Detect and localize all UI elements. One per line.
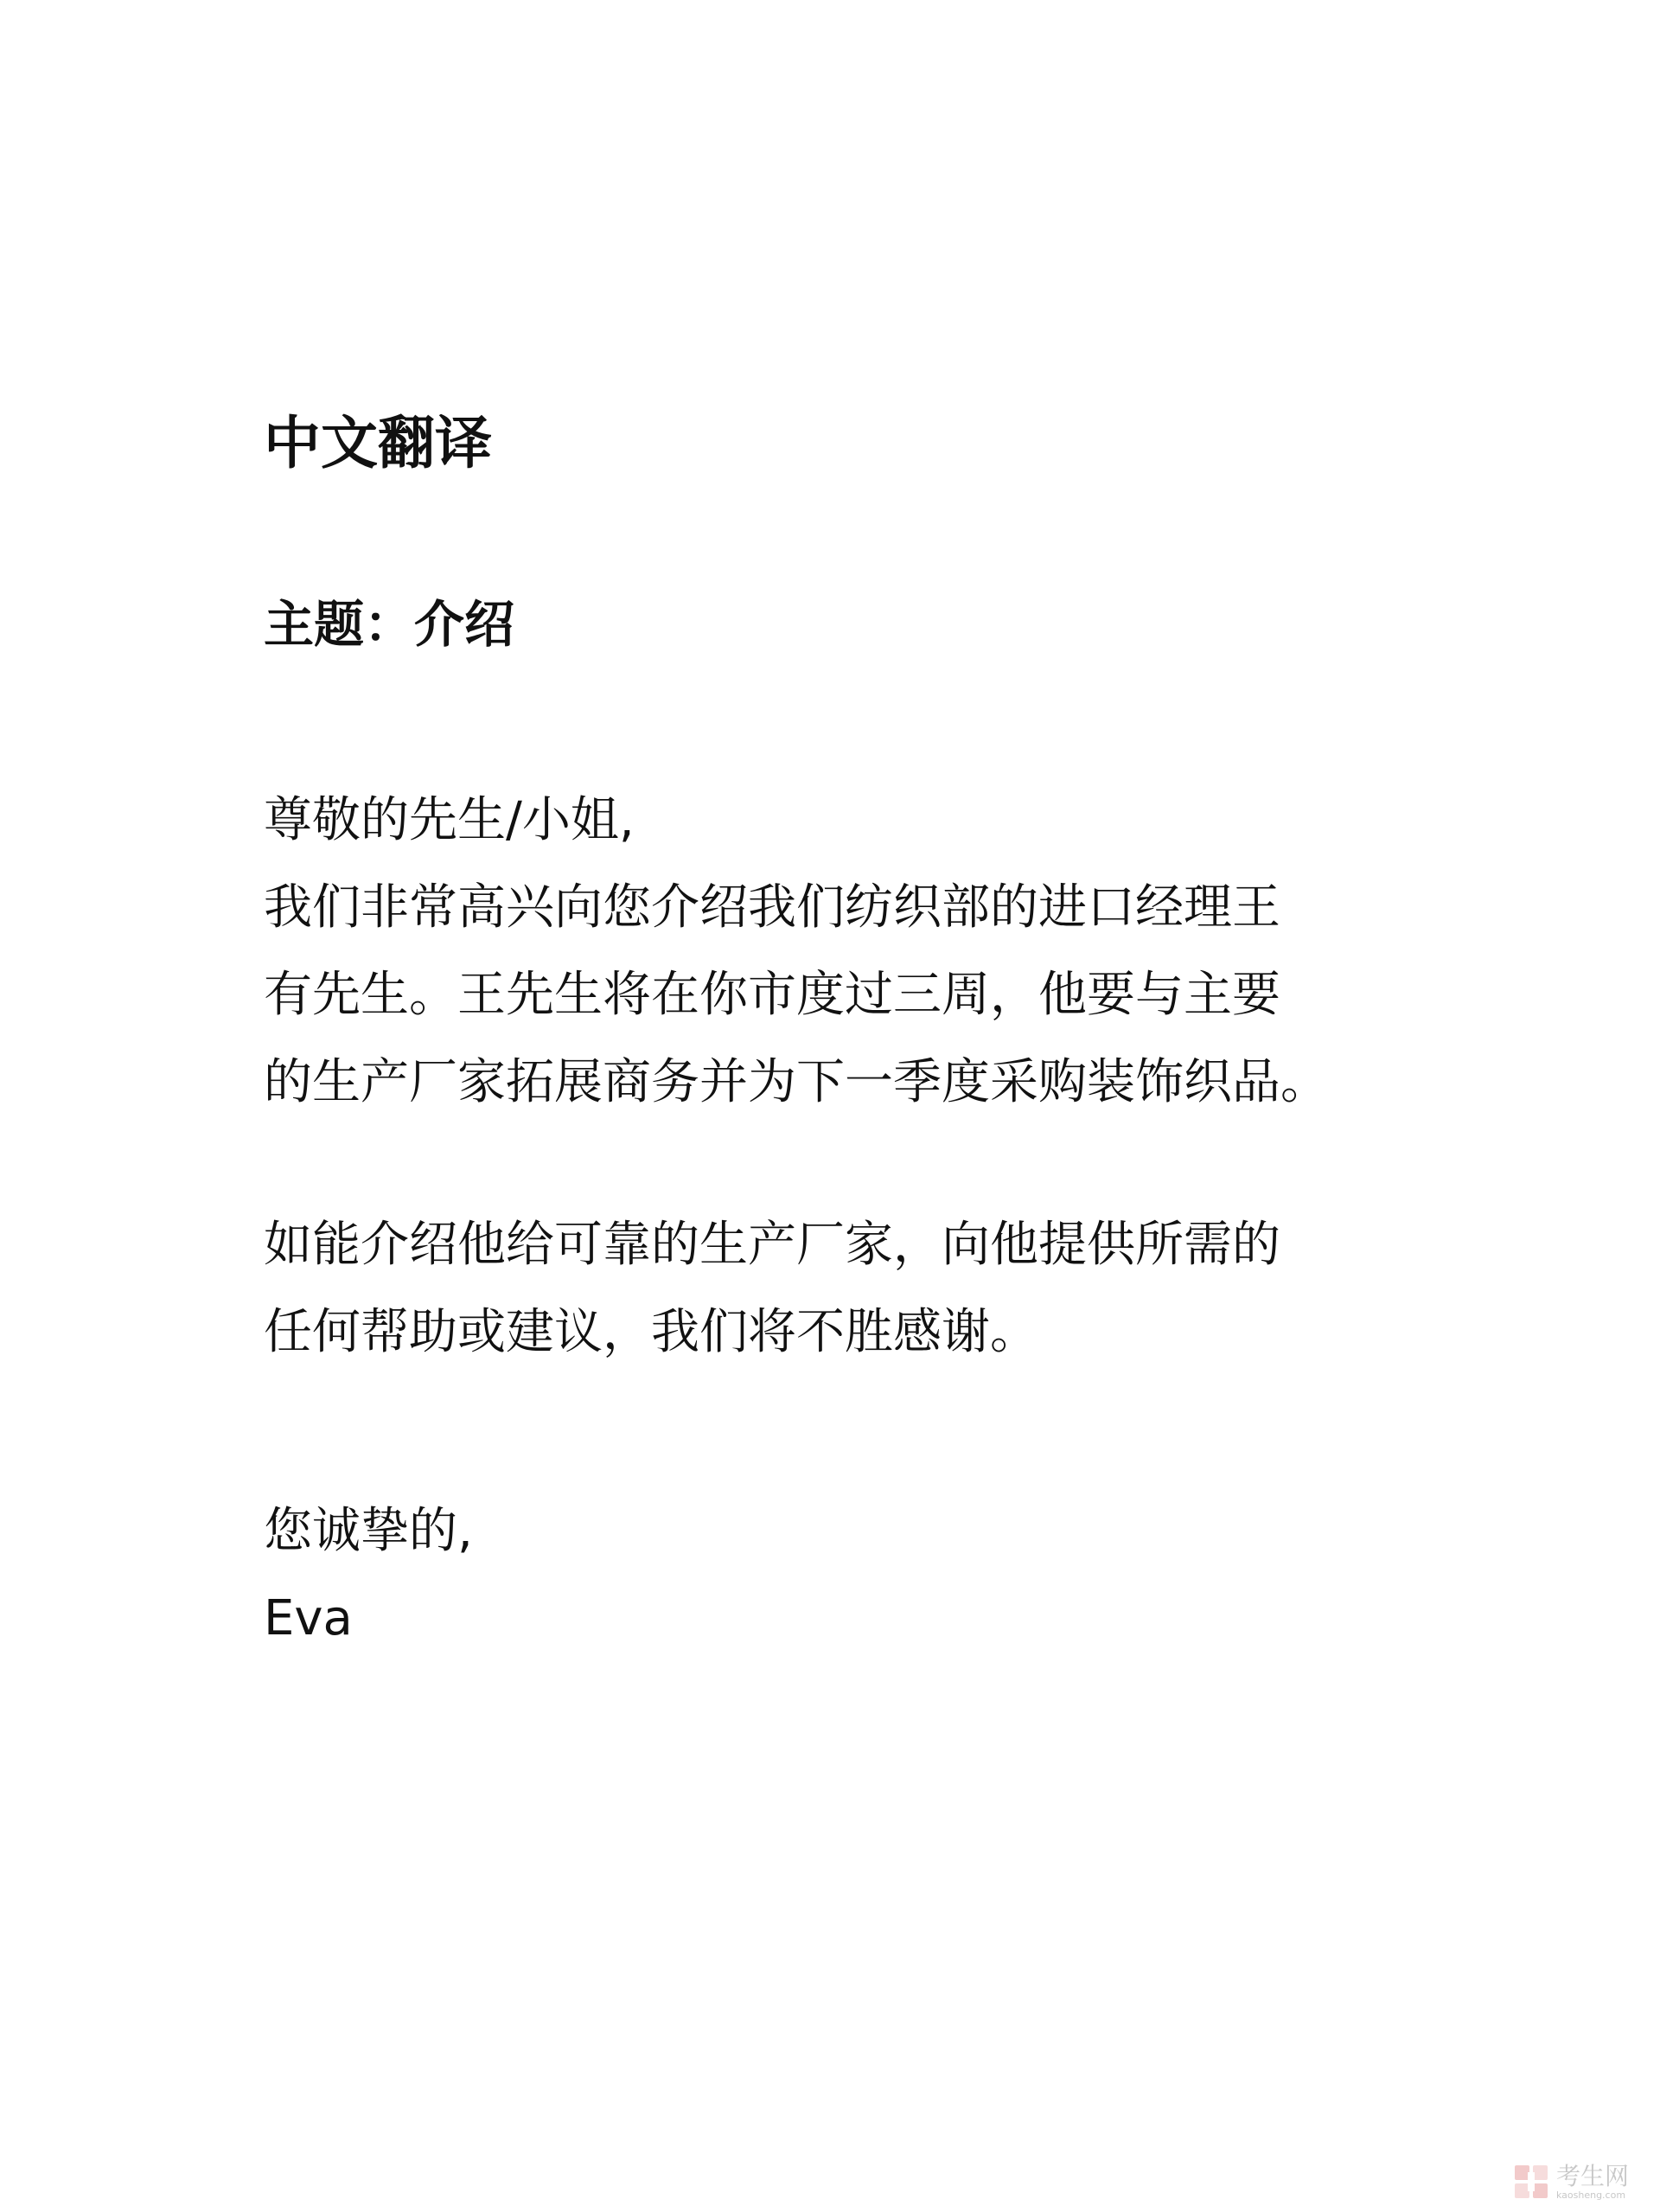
paragraph-line: 如能介绍他给可靠的生产厂家，向他提供所需的 bbox=[264, 1217, 1280, 1273]
watermark-text bbox=[1555, 2161, 1629, 2201]
watermark-name: 考生网 bbox=[1555, 2161, 1629, 2190]
letter-subject: 主题：介绍 bbox=[264, 595, 515, 654]
kaosheng-logo-icon bbox=[1513, 2164, 1549, 2200]
letter-closing-block bbox=[264, 1487, 473, 1662]
paragraph-line: 有先生。王先生将在你市度过三周，他要与主要 bbox=[264, 967, 1280, 1023]
paragraph-line: 任何帮助或建议，我们将不胜感谢。 bbox=[264, 1304, 1038, 1360]
signature: Eva bbox=[264, 1590, 353, 1646]
document-heading: 中文翻译 bbox=[264, 410, 492, 476]
paragraph-line: 的生产厂家拓展商务并为下一季度采购装饰织品。 bbox=[264, 1054, 1329, 1110]
salutation: 尊敬的先生/小姐, bbox=[264, 792, 635, 848]
watermark bbox=[1513, 2161, 1629, 2201]
letter-opening bbox=[264, 777, 1329, 1126]
letter-paragraph-2 bbox=[264, 1201, 1280, 1376]
paragraph-line: 我们非常高兴向您介绍我们纺织部的进口经理王 bbox=[264, 879, 1280, 936]
watermark-url: kaosheng.com bbox=[1555, 2189, 1626, 2201]
letter-content bbox=[264, 406, 1491, 1646]
closing: 您诚挚的, bbox=[264, 1503, 473, 1559]
